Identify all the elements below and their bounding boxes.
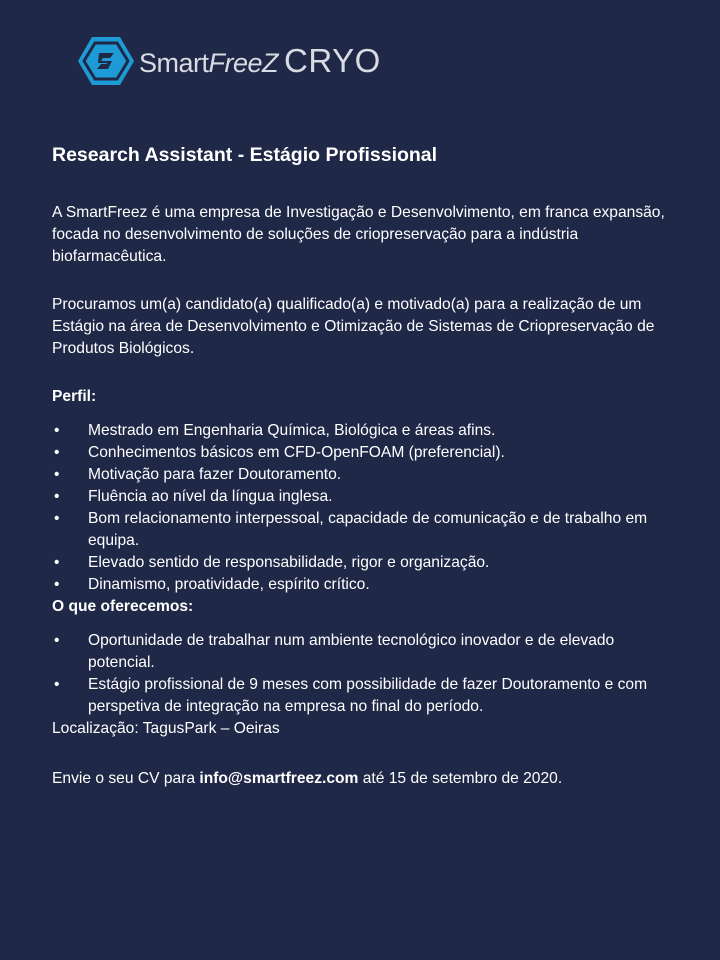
list-item <box>52 630 682 674</box>
bullet: • <box>54 444 60 461</box>
brand-cryo: CRYO <box>284 42 381 79</box>
list-item <box>52 486 682 508</box>
profile-item: Bom relacionamento interpessoal, capacidade de comunicação e de trabalho em equipa. <box>88 510 648 549</box>
list-item <box>52 464 682 486</box>
profile-item: Mestrado em Engenharia Química, Biológica e áreas afins. <box>88 422 496 439</box>
contact-suffix: até 15 de setembro de 2020. <box>358 770 563 787</box>
list-item <box>52 420 682 442</box>
location-text: Localização: TagusPark – Oeiras <box>52 720 280 737</box>
list-item <box>52 674 682 718</box>
smartfreez-hexagon-icon <box>77 35 135 87</box>
profile-list <box>52 420 682 596</box>
profile-item: Elevado sentido de responsabilidade, rigor e organização. <box>88 554 490 571</box>
job-posting <box>52 142 682 790</box>
bullet: • <box>54 466 60 483</box>
brand-freez: FreeZ <box>208 48 279 78</box>
page-title: Research Assistant - Estágio Profissional <box>52 144 438 166</box>
bullet: • <box>54 676 60 693</box>
list-item <box>52 442 682 464</box>
brand-smart: Smart <box>139 48 209 78</box>
contact-prefix: Envie o seu CV para <box>52 770 200 787</box>
brand-wordmark <box>139 42 381 80</box>
intro-paragraph: A SmartFreez é uma empresa de Investigação e Desenvolvimento, em franca expansão, focada no desenvolvimento de soluções de criopreservação para a indústria biofarmacêutica. <box>52 204 665 265</box>
list-item <box>52 552 682 574</box>
bullet: • <box>54 422 60 439</box>
bullet: • <box>54 632 60 649</box>
offer-list <box>52 630 682 718</box>
profile-item: Fluência ao nível da língua inglesa. <box>88 488 333 505</box>
seeking-paragraph: Procuramos um(a) candidato(a) qualificado(a) e motivado(a) para a realização de um Estágio na área de Desenvolvimento e Otimização de Sistemas de Criopreservação de Produtos Biológicos. <box>52 296 655 357</box>
contact-line <box>52 768 682 790</box>
contact-email-link[interactable]: info@smartfreez.com <box>199 770 359 787</box>
profile-item: Motivação para fazer Doutoramento. <box>88 466 342 483</box>
bullet: • <box>54 554 60 571</box>
profile-heading: Perfil: <box>52 388 97 405</box>
list-item <box>52 574 682 596</box>
bullet: • <box>54 576 60 593</box>
brand-logo <box>77 34 381 88</box>
bullet: • <box>54 510 60 527</box>
profile-item: Dinamismo, proatividade, espírito crítico. <box>88 576 370 593</box>
list-item <box>52 508 682 552</box>
offer-heading: O que oferecemos: <box>52 598 194 615</box>
profile-item: Conhecimentos básicos em CFD-OpenFOAM (preferencial). <box>88 444 505 461</box>
bullet: • <box>54 488 60 505</box>
offer-item: Estágio profissional de 9 meses com possibilidade de fazer Doutoramento e com perspetiva de integração na empresa no final do período. <box>88 676 648 715</box>
offer-item: Oportunidade de trabalhar num ambiente tecnológico inovador e de elevado potencial. <box>88 632 615 671</box>
